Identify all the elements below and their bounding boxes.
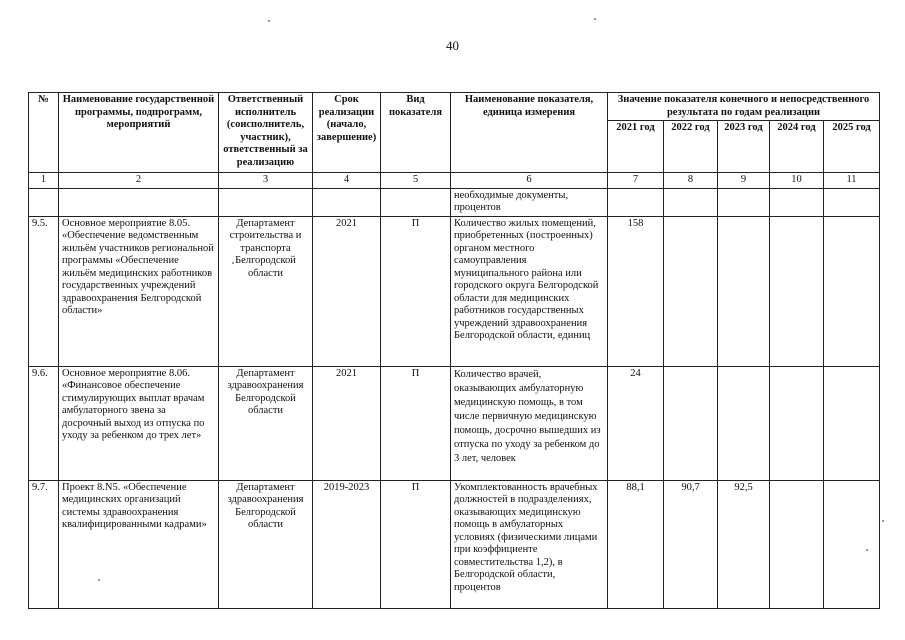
row-value bbox=[664, 216, 718, 366]
row-num: 9.6. bbox=[29, 366, 59, 480]
column-number: 11 bbox=[824, 173, 880, 189]
row-value: 92,5 bbox=[718, 480, 770, 608]
program-table bbox=[28, 92, 880, 609]
column-number: 5 bbox=[381, 173, 451, 189]
header-term: Срок реализации (начало, завершение) bbox=[313, 93, 381, 173]
column-number: 3 bbox=[219, 173, 313, 189]
header-num: № bbox=[29, 93, 59, 173]
header-year: 2021 год bbox=[608, 121, 664, 173]
scan-speck bbox=[268, 20, 270, 22]
scan-speck bbox=[232, 262, 234, 264]
row-value bbox=[718, 366, 770, 480]
scan-speck bbox=[882, 520, 884, 522]
header-name: Наименование государственной программы, подпрограмм, мероприятий bbox=[59, 93, 219, 173]
table-row bbox=[29, 480, 880, 608]
row-term: 2021 bbox=[313, 216, 381, 366]
column-number: 1 bbox=[29, 173, 59, 189]
row-type: П bbox=[381, 480, 451, 608]
row-num: 9.7. bbox=[29, 480, 59, 608]
column-number: 8 bbox=[664, 173, 718, 189]
row-name: Основное мероприятие 8.06. «Финансовое обеспечение стимулирующих выплат врачам амбулаторного звена за досрочный выход из отпуска по уходу за ребенком до трех лет» bbox=[59, 366, 219, 480]
header-year: 2024 год bbox=[770, 121, 824, 173]
header-year: 2023 год bbox=[718, 121, 770, 173]
row-value: 24 bbox=[608, 366, 664, 480]
row-executor: Департамент здравоохранения Белгородской области bbox=[219, 366, 313, 480]
header-indicator: Наименование показателя, единица измерения bbox=[451, 93, 608, 173]
row-value: 90,7 bbox=[664, 480, 718, 608]
row-value bbox=[824, 480, 880, 608]
row-value bbox=[824, 216, 880, 366]
header-executor: Ответственный исполнитель (соисполнитель, участник), ответственный за реализацию bbox=[219, 93, 313, 173]
table-row bbox=[29, 216, 880, 366]
column-number: 9 bbox=[718, 173, 770, 189]
row-value bbox=[770, 366, 824, 480]
header-values-group: Значение показателя конечного и непосредственного результата по годам реализации bbox=[608, 93, 880, 121]
scan-speck bbox=[866, 549, 868, 551]
row-executor: Департамент строительства и транспорта Белгородской области bbox=[219, 216, 313, 366]
scan-speck bbox=[98, 579, 100, 581]
header-year: 2025 год bbox=[824, 121, 880, 173]
row-name: Проект 8.N5. «Обеспечение медицинских организаций системы здравоохранения квалифицированными кадрами» bbox=[59, 480, 219, 608]
row-value bbox=[770, 480, 824, 608]
row-term: 2021 bbox=[313, 366, 381, 480]
row-name: Основное мероприятие 8.05. «Обеспечение ведомственным жильём участников региональной программы «Обеспечение жильём медицинских работников государственных учреждений здравоохранения Белгородской области» bbox=[59, 216, 219, 366]
row-value bbox=[718, 216, 770, 366]
column-number: 10 bbox=[770, 173, 824, 189]
continuation-indicator: необходимые документы, процентов bbox=[451, 188, 608, 216]
column-number: 6 bbox=[451, 173, 608, 189]
row-value: 88,1 bbox=[608, 480, 664, 608]
row-value: 158 bbox=[608, 216, 664, 366]
column-number: 2 bbox=[59, 173, 219, 189]
header-row bbox=[29, 93, 880, 121]
column-number-row bbox=[29, 173, 880, 189]
scan-speck bbox=[594, 18, 596, 20]
row-type: П bbox=[381, 216, 451, 366]
row-value bbox=[770, 216, 824, 366]
row-value bbox=[664, 366, 718, 480]
row-num: 9.5. bbox=[29, 216, 59, 366]
row-indicator: Количество врачей, оказывающих амбулаторную медицинскую помощь, в том числе первичную медицинскую помощь, досрочно вышедших из отпуска по уходу за ребенком до 3 лет, человек bbox=[451, 366, 608, 480]
row-indicator: Количество жилых помещений, приобретенных (построенных) органом местного самоуправления муниципального района или городского округа Белгородской области для медицинских работников государственных учреждений здравоохранения Белгородской области, единиц bbox=[451, 216, 608, 366]
row-type: П bbox=[381, 366, 451, 480]
table-row bbox=[29, 366, 880, 480]
header-year: 2022 год bbox=[664, 121, 718, 173]
page-number: 40 bbox=[446, 38, 459, 53]
row-value bbox=[824, 366, 880, 480]
column-number: 7 bbox=[608, 173, 664, 189]
row-executor: Департамент здравоохранения Белгородской области bbox=[219, 480, 313, 608]
column-number: 4 bbox=[313, 173, 381, 189]
header-type: Вид показателя bbox=[381, 93, 451, 173]
row-indicator: Укомплектованность врачебных должностей в подразделениях, оказывающих медицинскую помощь в амбулаторных условиях (физическими лицами при коэффициенте совместительства 1,2), в Белгородской области, процентов bbox=[451, 480, 608, 608]
row-term: 2019-2023 bbox=[313, 480, 381, 608]
continuation-row bbox=[29, 188, 880, 216]
